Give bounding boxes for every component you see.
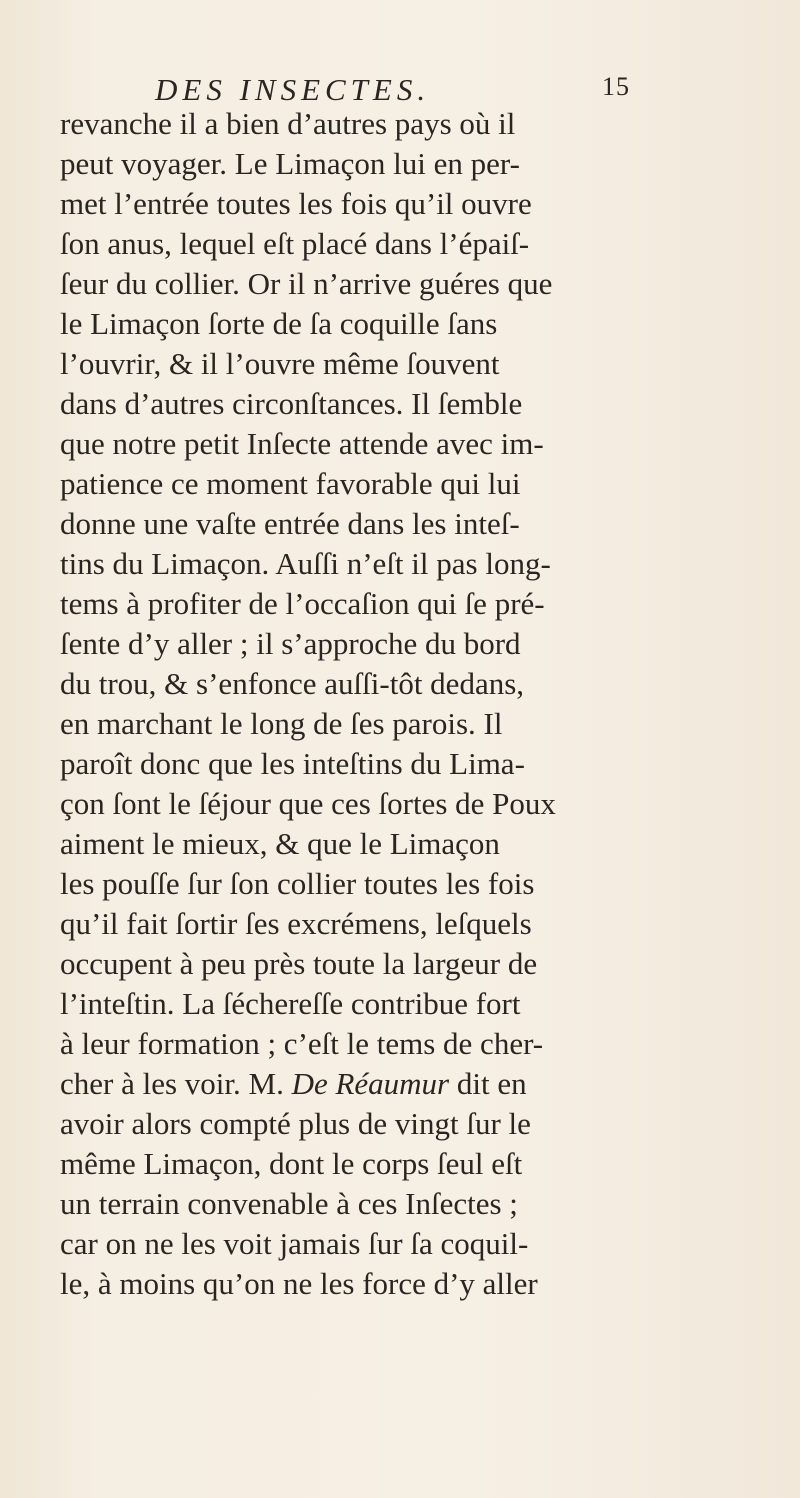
text-line: tins du Limaçon. Auſſi n’eſt il pas long- — [60, 546, 551, 581]
running-title: DES INSECTES. — [155, 72, 431, 107]
text-line: ſente d’y aller ; il s’approche du bord — [60, 626, 521, 661]
text-line: met l’entrée toutes les fois qu’il ouvre — [60, 186, 532, 221]
text-line: les pouſſe ſur ſon collier toutes les fois — [60, 866, 535, 901]
text-line: revanche il a bien d’autres pays où il — [60, 106, 516, 141]
text-line: dans d’autres circonſtances. Il ſemble — [60, 386, 523, 421]
text-line: à leur formation ; c’eſt le tems de cher- — [60, 1026, 544, 1061]
line-end: dit en — [449, 1066, 527, 1101]
text-line: avoir alors compté plus de vingt ſur le — [60, 1106, 531, 1141]
text-line: paroît donc que les inteſtins du Lima- — [60, 746, 525, 781]
text-line: patience ce moment favorable qui lui — [60, 466, 521, 501]
text-line: que notre petit Inſecte attende avec im- — [60, 426, 544, 461]
text-line: du trou, & s’enfonce auſſi-tôt dedans, — [60, 666, 525, 701]
text-line: occupent à peu près toute la largeur de — [60, 946, 538, 981]
text-line: tems à profiter de l’occaſion qui ſe pré- — [60, 586, 545, 621]
text-line: car on ne les voit jamais ſur ſa coquil- — [60, 1226, 529, 1261]
author-name: De Réaumur — [291, 1066, 450, 1101]
page-number: 15 — [602, 72, 630, 101]
line-start: cher à les voir. M. — [60, 1066, 284, 1101]
text-line: un terrain convenable à ces Inſectes ; — [60, 1186, 518, 1221]
text-line: même Limaçon, dont le corps ſeul eſt — [60, 1146, 523, 1181]
text-line: ſeur du collier. Or il n’arrive guéres que — [60, 266, 553, 301]
text-line: le, à moins qu’on ne les force d’y aller — [60, 1266, 538, 1301]
text-line-with-author — [60, 1064, 660, 1104]
text-line: en marchant le long de ſes parois. Il — [60, 706, 503, 741]
body-text — [60, 104, 660, 1304]
text-line: donne une vaſte entrée dans les inteſ- — [60, 506, 520, 541]
text-line: l’inteſtin. La ſéchereſſe contribue fort — [60, 986, 521, 1021]
text-line: qu’il fait ſortir ſes excrémens, leſquels — [60, 906, 532, 941]
text-line: peut voyager. Le Limaçon lui en per- — [60, 146, 520, 181]
text-line: aiment le mieux, & que le Limaçon — [60, 826, 500, 861]
text-line: l’ouvrir, & il l’ouvre même ſouvent — [60, 346, 500, 381]
text-line: ſon anus, lequel eſt placé dans l’épaiſ- — [60, 226, 530, 261]
text-line: le Limaçon ſorte de ſa coquille ſans — [60, 306, 498, 341]
text-line: çon ſont le ſéjour que ces ſortes de Poux — [60, 786, 556, 821]
